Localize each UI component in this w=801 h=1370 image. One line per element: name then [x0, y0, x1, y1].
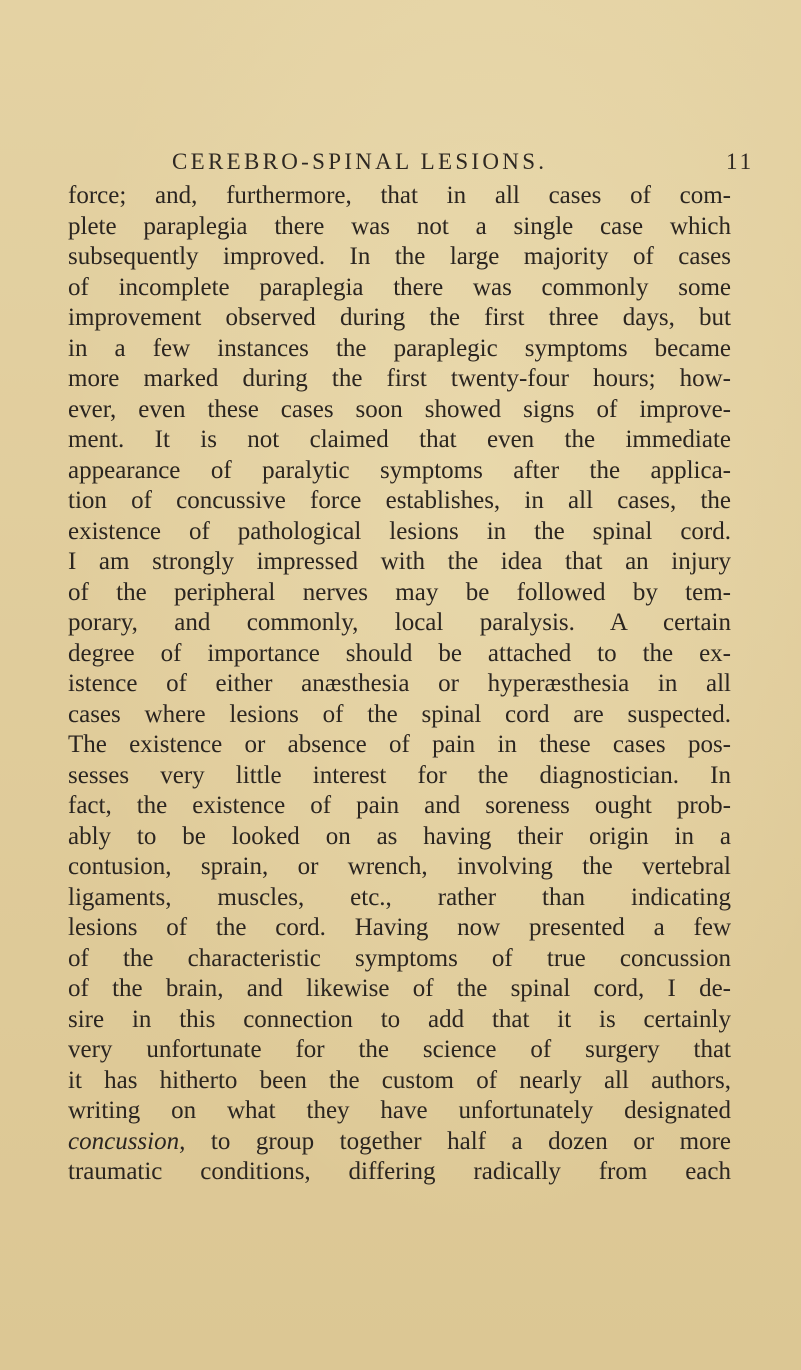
text-line: ment. It is not claimed that even the immediate [68, 426, 731, 453]
page-number: 11 [726, 149, 755, 174]
text-line: of the brain, and likewise of the spinal cord, I de- [68, 975, 731, 1002]
text-line: it has hitherto been the custom of nearly all authors, [68, 1066, 731, 1094]
text-line: The existence or absence of pain in these cases pos- [68, 731, 731, 758]
text-line: traumatic conditions, differing radically from each [68, 1158, 731, 1185]
text-line-italic-term [68, 1127, 731, 1158]
text-line: writing on what they have unfortunately designated [68, 1097, 731, 1124]
text-line: more marked during the first twenty-four hours; how- [68, 365, 731, 392]
text-line: sire in this connection to add that it is certainly [68, 1005, 731, 1033]
text-line: subsequently improved. In the large majority of cases [68, 243, 731, 270]
text-fragment: to group together half a dozen or more [185, 1127, 731, 1155]
body-text [68, 181, 731, 1188]
text-line: appearance of paralytic symptoms after the applica- [68, 456, 731, 484]
text-line: I am strongly impressed with the idea that an injury [68, 548, 731, 575]
text-line: force; and, furthermore, that in all cases of com- [68, 182, 731, 209]
page-header [0, 147, 801, 177]
text-line: existence of pathological lesions in the spinal cord. [68, 517, 731, 545]
text-line: very unfortunate for the science of surgery that [68, 1036, 731, 1063]
italic-term: concussion, [68, 1127, 186, 1155]
text-line: improvement observed during the first three days, but [68, 304, 731, 331]
text-line: ligaments, muscles, etc., rather than indicating [68, 883, 731, 911]
text-line: sesses very little interest for the diagnostician. In [68, 761, 731, 789]
text-line: lesions of the cord. Having now presented a few [68, 914, 731, 941]
text-line: istence of either anæsthesia or hyperæsthesia in all [68, 670, 731, 697]
text-line: contusion, sprain, or wrench, involving the vertebral [68, 853, 731, 880]
text-line: porary, and commonly, local paralysis. A certain [68, 609, 731, 636]
text-line: degree of importance should be attached to the ex- [68, 639, 731, 667]
text-line: in a few instances the paraplegic symptoms became [68, 334, 731, 362]
text-line: of the characteristic symptoms of true concussion [68, 944, 731, 972]
running-title: CEREBRO-SPINAL LESIONS. [172, 149, 548, 174]
text-line: ably to be looked on as having their origin in a [68, 822, 731, 850]
text-line: plete paraplegia there was not a single case which [68, 212, 731, 240]
text-line: of the peripheral nerves may be followed by tem- [68, 578, 731, 606]
text-line: ever, even these cases soon showed signs of improve- [68, 395, 731, 423]
text-line: fact, the existence of pain and soreness ought prob- [68, 792, 731, 819]
text-line: of incomplete paraplegia there was commonly some [68, 273, 731, 301]
text-line: cases where lesions of the spinal cord are suspected. [68, 700, 731, 728]
text-line: tion of concussive force establishes, in all cases, the [68, 487, 731, 514]
